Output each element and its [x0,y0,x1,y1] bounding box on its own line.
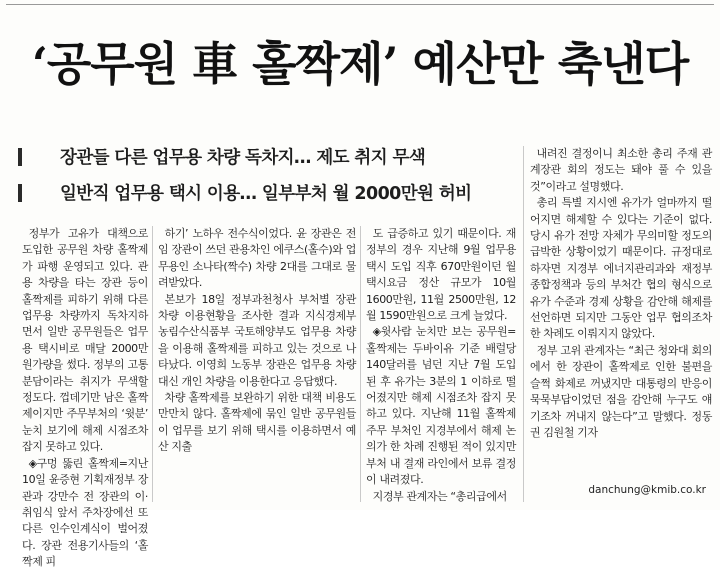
byline-email: danchung@kmib.co.kr [588,484,706,496]
paragraph: 도 급증하고 있기 때문이다. 재정부의 경우 지난해 9월 업무용 택시 도입 직후 670만원이던 월 택시요금 정산 규모가 10월 1600만원, 11월 2500만원, 12월 1590만원으로 크게 늘었다. [366,227,516,323]
paragraph: 내려진 결정이니 최소한 총리 주재 관계장관 회의 정도는 돼야 풀 수 있을 것”이라고 설명했다. [530,147,712,193]
headline: ‘공무원 車 홀짝제’ 예산만 축낸다 [31,37,689,91]
subheadline-1: 장관들 다른 업무용 차량 독차지… 제도 취지 무색 [60,148,426,168]
column-divider [523,146,524,502]
column-divider [152,226,153,502]
column-divider [360,226,361,502]
subhead-marker [18,184,22,202]
paragraph: 정부가 고유가 대책으로 도입한 공무원 차량 홀짝제가 파행 운영되고 있다. 관용 차량을 타는 장관 등이 홀짝제를 피하기 위해 다른 업무용 차량까지 독차지하면서 일반 공무원들은 업무용 택시비로 매달 2000만원가량을 썼다. 정부의 고통분담이라는 취지가 무색할 정도다. 껍데기만 남은 홀짝제이지만 주무부처의 ‘윗분’ 눈치 보기에 해제 시점조차 잡지 못하고 있다. [22,227,148,454]
paragraph: 차량 홀짝제를 보완하기 위한 대책 비용도 만만치 않다. 홀짝제에 묶인 일반 공무원들이 업무를 보기 위해 택시를 이용하면서 예산 지출 [158,391,356,454]
paragraph: 정부 고위 관계자는 “최근 청와대 회의에서 한 장관이 홀짝제로 인한 불편을 슬쩍 화제로 꺼냈지만 대통령의 반응이 묵묵부답이었던 점을 감안해 누구도 얘기조차 꺼내지 않는다”고 말했다. 정동권 김원철 기자 [530,343,712,439]
article-column-1 [22,226,148,569]
subheadline-block [0,118,520,222]
top-rule [6,4,714,5]
paragraph: ◈윗사람 눈치만 보는 공무원=홀짝제는 두바이유 기준 배럴당 140달러를 넘던 지난 7월 도입된 후 유가는 3분의 1 이하로 떨어졌지만 해제 시점조차 잡지 못하고 있다. 지난해 11월 홀짝제 주무 부처인 지경부에서 해제 논의가 한 차례 진행된 적이 있지만 부처 내 결재 라인에서 보류 결정이 내려졌다. [366,325,516,487]
subhead-marker [18,148,22,166]
paragraph: ◈구멍 뚫린 홀짝제=지난 10일 윤증현 기획재정부 장관과 강만수 전 장관의 이·취임식 앞서 주차장에선 또다른 인수인계식이 벌어졌다. 장관 전용기사들의 ‘홀짝제 피 [22,456,148,569]
paragraph: 지경부 관계자는 “총리급에서 [372,489,507,503]
article-column-4 [530,146,712,502]
paragraph: 본보가 18일 정부과천청사 부처별 장관 차량 이용현황을 조사한 결과 지식경제부 농림수산식품부 국토해양부도 업무용 차량을 이용해 홀짝제를 피하고 있는 것으로 나타났다. 이영희 노동부 장관은 업무용 차량 대신 개인 차량을 이용한다고 응답했다. [158,292,356,388]
article-column-2 [158,226,356,504]
subheadline-2: 일반직 업무용 택시 이용… 일부부처 월 2000만원 허비 [60,184,472,204]
paragraph: 총리 특별 지시엔 유가가 얼마까지 떨어지면 해제할 수 있다는 기준이 없다. 당시 유가 전망 자체가 무의미할 정도의 급박한 상황이었기 때문이다. 규정대로 하자면 지경부 에너지관리과와 재정부 종합정책과 등의 부처간 협의 형식으로 유가 수준과 경제 상황을 감안해 해제를 선언하면 되지만 그동안 업무 협의조차 한 차례도 이뤄지지 않았다. [530,196,712,341]
paragraph: 하기’ 노하우 전수식이었다. 윤 장관은 전임 장관이 쓰던 관용차인 에쿠스(홀수)와 업무용인 소나타(짝수) 차량 2대를 그대로 물려받았다. [158,227,356,290]
article-column-3 [366,226,516,504]
